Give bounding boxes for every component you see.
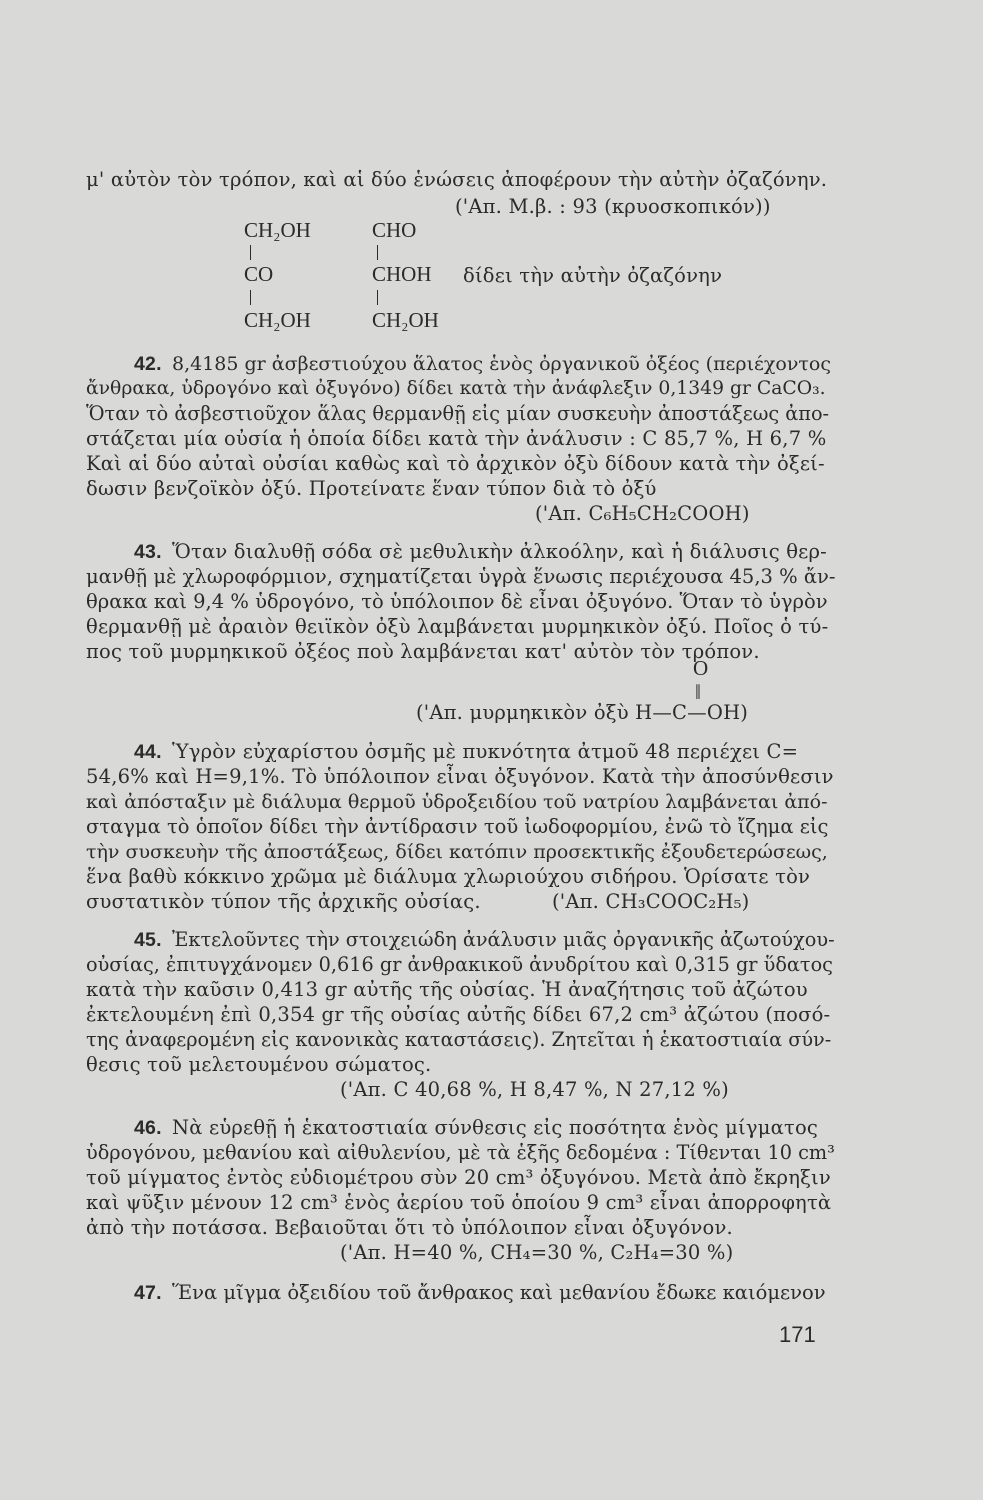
text-line: Καὶ αἱ δύο αὐταὶ οὐσίαι καθὼς καὶ τὸ ἀρχικὸν ὀξὺ δίδουν κατὰ τὴν ὀξεί- (86, 452, 825, 475)
text-line: Ὅταν τὸ ἀσβεστιοῦχον ἅλας θερμανθῇ εἰς μίαν συσκευὴν ἀποστάξεως ἀπο- (86, 402, 830, 425)
text-line: ἐκτελουμένη ἐπὶ 0,354 gr τῆς οὐσίας αὐτῆς δίδει 67,2 cm³ ἀζώτου (ποσό- (86, 1003, 831, 1026)
text-line: τοῦ μίγματος ἐντὸς εὐδιομέτρου σὺν 20 cm³ ὀξυγόνου. Μετὰ ἀπὸ ἔκρηξιν (86, 1166, 831, 1189)
problem-number: 44. (134, 741, 162, 763)
answer: ('Απ. CH₃COOC₂H₅) (552, 890, 750, 913)
problem-number: 47. (134, 1282, 162, 1304)
formula-right-mid: CHOH (372, 262, 432, 286)
problem-number: 43. (134, 541, 162, 563)
text-line: μ' αὐτὸν τὸν τρόπον, καὶ αἱ δύο ἑνώσεις ἀποφέρουν τὴν αὐτὴν ὀζαζόνην. (86, 168, 828, 191)
answer: ('Απ. C 40,68 %, H 8,47 %, N 27,12 %) (340, 1078, 729, 1101)
problem-number: 45. (134, 929, 162, 951)
text-line: της ἀναφερομένη εἰς κανονικὰς καταστάσεις). Ζητεῖται ἡ ἑκατοστιαία σύν- (86, 1028, 832, 1051)
text-line: καὶ ἀπόσταξιν μὲ διάλυμα θερμοῦ ὑδροξειδίου τοῦ νατρίου λαμβάνεται ἀπό- (86, 791, 828, 813)
double-bond: ‖ (695, 680, 701, 704)
text-line: Νὰ εὑρεθῇ ἡ ἑκατοστιαία σύνθεσις εἰς ποσότητα ἑνὸς μίγματος (172, 1116, 819, 1139)
text-line: ἕνα βαθὺ κόκκινο χρῶμα μὲ διάλυμα χλωριούχου σιδήρου. Ὁρίσατε τὸν (86, 865, 811, 888)
text-line: οὐσίας, ἐπιτυγχάνομεν 0,616 gr ἀνθρακικοῦ ἀνυδρίτου καὶ 0,315 gr ὕδατος (86, 953, 833, 976)
formula-right-top: CHO (372, 218, 417, 242)
answer: ('Απ. H=40 %, CH₄=30 %, C₂H₄=30 %) (340, 1241, 734, 1264)
text-line: 54,6% καὶ H=9,1%. Τὸ ὑπόλοιπον εἶναι ὀξυγόνον. Κατὰ τὴν ἀποσύνθεσιν (86, 765, 834, 788)
text-line: θεσις τοῦ μελετουμένου σώματος. (86, 1053, 432, 1076)
formula-left-mid: CO (244, 262, 274, 286)
formula-left-bottom: CH₂OH (244, 308, 311, 332)
formula-right-bottom: CH₂OH (372, 308, 439, 332)
text-line: Ὅταν διαλυθῇ σόδα σὲ μεθυλικὴν ἀλκοόλην, καὶ ἡ διάλυσις θερ- (172, 540, 827, 563)
text-line: καὶ ψῦξιν μένουν 12 cm³ ἑνὸς ἀερίου τοῦ ὁποίου 9 cm³ εἶναι ἀπορροφητὰ (86, 1191, 832, 1214)
problem-number: 42. (134, 353, 162, 375)
carbonyl-oxygen: O (693, 656, 709, 680)
bond-line (250, 290, 251, 305)
text-line: θερμανθῇ μὲ ἀραιὸν θειϊκὸν ὀξὺ λαμβάνεται μυρμηκικὸν ὀξύ. Ποῖος ὁ τύ- (86, 615, 829, 638)
text-line: 8,4185 gr ἀσβεστιούχου ἅλατος ἑνὸς ὀργανικοῦ ὀξέος (περιέχοντος (172, 353, 831, 375)
page-number: 171 (779, 1322, 816, 1347)
problem-number: 46. (134, 1117, 162, 1139)
text-line: σταγμα τὸ ὁποῖον δίδει τὴν ἀντίδρασιν τοῦ ἰωδοφορμίου, ἐνῶ τὸ ἴζημα εἰς (86, 815, 829, 838)
bond-line (250, 245, 251, 260)
text-line: πος τοῦ μυρμηκικοῦ ὀξέος ποὺ λαμβάνεται κατ' αὐτὸν τὸν τρόπον. (86, 640, 760, 663)
text-line: ἀπὸ τὴν ποτάσσα. Βεβαιοῦται ὅτι τὸ ὑπόλοιπον εἶναι ὀξυγόνον. (86, 1216, 733, 1239)
formula-left-top: CH₂OH (244, 218, 311, 242)
bond-line (377, 290, 378, 305)
formula-note: δίδει τὴν αὐτὴν ὀζαζόνην (463, 264, 723, 287)
answer: ('Απ. μυρμηκικὸν ὀξὺ H—C—OH) (416, 701, 749, 724)
text-line: στάζεται μία οὐσία ἡ ὁποία δίδει κατὰ τὴν ἀνάλυσιν : C 85,7 %, H 6,7 % (86, 427, 827, 450)
answer: ('Απ. C₆H₅CH₂COOH) (535, 502, 750, 525)
bond-line (377, 245, 378, 260)
text-line: δωσιν βενζοϊκὸν ὀξύ. Προτείνατε ἕναν τύπον διὰ τὸ ὀξύ (86, 477, 657, 500)
text-line: συστατικὸν τύπον τῆς ἀρχικῆς οὐσίας. (86, 890, 481, 913)
text-line: θρακα καὶ 9,4 % ὑδρογόνο, τὸ ὑπόλοιπον δὲ εἶναι ὀξυγόνο. Ὅταν τὸ ὑγρὸν (86, 590, 828, 613)
answer: ('Απ. Μ.β. : 93 (κρυοσκοπικόν)) (455, 195, 771, 218)
text-line: ἄνθρακα, ὑδρογόνο καὶ ὀξυγόνο) δίδει κατὰ τὴν ἀνάφλεξιν 0,1349 gr CaCO₃. (86, 378, 826, 399)
text-line: τὴν συσκευὴν τῆς ἀποστάξεως, δίδει κατόπιν προσεκτικῆς ἐξουδετερώσεως, (86, 841, 828, 863)
text-line: Ὑγρὸν εὐχαρίστου ὀσμῆς μὲ πυκνότητα ἀτμοῦ 48 περιέχει C= (172, 740, 799, 763)
text-line: Ἐκτελοῦντες τὴν στοιχειώδη ἀνάλυσιν μιᾶς ὀργανικῆς ἀζωτούχου- (172, 928, 835, 951)
text-line: Ἕνα μῖγμα ὀξειδίου τοῦ ἄνθρακος καὶ μεθανίου ἔδωκε καιόμενον (172, 1281, 826, 1304)
text-line: κατὰ τὴν καῦσιν 0,413 gr αὐτῆς τῆς οὐσίας. Ἡ ἀναζήτησις τοῦ ἀζώτου (86, 978, 808, 1001)
text-line: μανθῇ μὲ χλωροφόρμιον, σχηματίζεται ὑγρὰ ἕνωσις περιέχουσα 45,3 % ἄν- (86, 565, 836, 588)
text-line: ὑδρογόνου, μεθανίου καὶ αἰθυλενίου, μὲ τὰ ἑξῆς δεδομένα : Τίθενται 10 cm³ (86, 1141, 835, 1164)
